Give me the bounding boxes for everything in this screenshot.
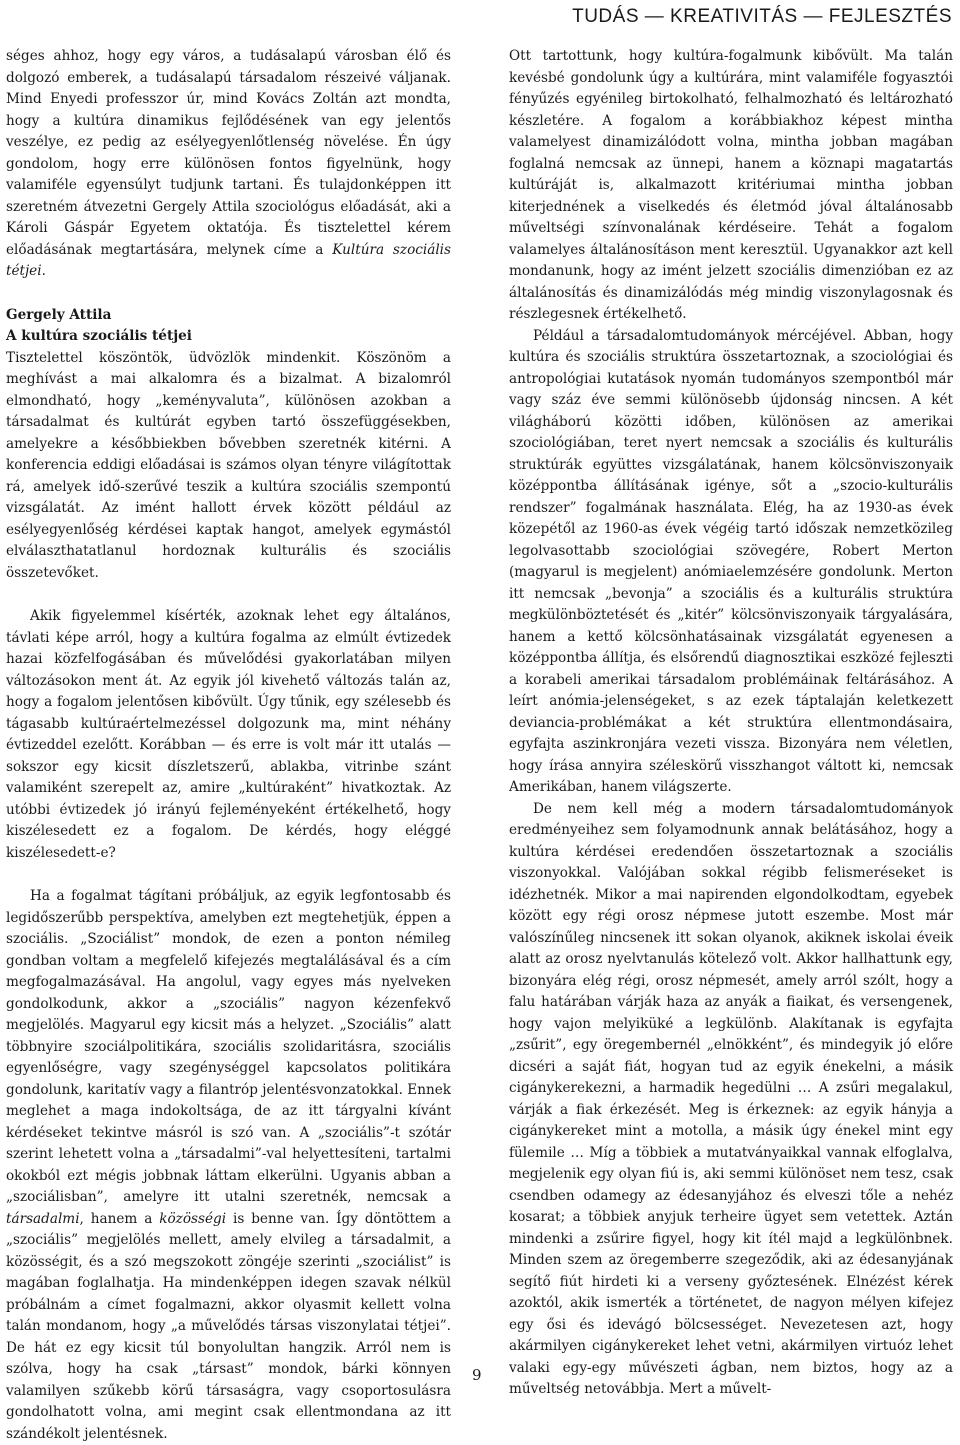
body-paragraph-3 [6, 886, 451, 1445]
running-header: TUDÁS — KREATIVITÁS — FEJLESZTÉS [572, 6, 952, 27]
body-paragraph-2: Akik figyelemmel kísérték, azoknak lehet egy általános, távlati képe arról, hogy a kultúra fogalma az elmúlt évtizedek hazai közfelfogásában és művelődési gyakorlatában milyen változásokon ment át. Az egyik jól kivehető változás talán az, hogy a fogalom jelentősen kibővült. Úgy tűnik, egy szélesebb és tágasabb kultúraértelmezéssel dolgozunk ma, mint néhány évtizeddel ezelőtt. Korábban — és erre is volt már itt utalás — sokszor egy kicsit díszletszerű, ablakba, vitrinbe szánt valamiként szerepelt az, amire „kultúraként” hivatkoztak. Az utóbbi évtizedek jó irányú fejleményeként értékelhető, hogy kiszélesedett ez a fogalom. De kérdés, hogy eléggé kiszélesedett-e? [6, 608, 451, 861]
body-paragraph-3-part-c: is benne van. Így döntöttem a „szociális” megjelölés mellett, amely elvileg a társadalmit, a közösségit, és a szó megszokott zöngéje szerinti „szociálist” is magában foglalhatja. Ha mindenképpen idegen szavak nélkül próbálnám a címet fogalmazni, akkor olyasmit kellett volna talán mondanom, hogy „a művelődés társas viszonylatai tétjei”. De hát ez egy kicsit túl bonyolultan hangzik. Arról nem is szólva, hogy ha csak „társast” mondok, bárki könnyen valamilyen szűkebb körű társaságra, vagy csoportosulásra gondolhatott volna, ami megint csak ellentmondana az itt szándékolt jelentésnek. [6, 1210, 451, 1442]
intro-lecture-title: Kultúra szociális tétjei [6, 241, 451, 279]
body-paragraph-4: Ott tartottunk, hogy kultúra-fogalmunk kibővült. Ma talán kevésbé gondolunk úgy a kultúrára, mint valamiféle fogyasztói fényűzés egyénileg birtokolható, felhalmozható és leltározható készletére. A fogalom a korábbiakhoz képest mintha valamelyest dinamizálódott volna, mintha jobban magában foglalná nemcsak az ünnepi, hanem a köznapi magatartás kultúráját is, alkalmazott kritériumai mintha jobban kiterjednének a viselkedés és életmód jóval általánosabb műveltségi színvonalának kérdéseire. Tehát a fogalom valamelyes általánosításon ment keresztül. Ugyanakkor azt kell mondanunk, hogy az imént jelzett szociális dimenzióban ez az általánosítás és dinamizálódás még mindig viszonylagosnak és részlegesnek értékelhető. [509, 48, 953, 322]
body-paragraph-3-part-b: , hanem a [79, 1210, 160, 1227]
lecture-title: A kultúra szociális tétjei [6, 328, 192, 344]
intro-paragraph [6, 46, 451, 283]
body-paragraph-1: Tisztelettel köszöntök, üdvözlök mindenkit. Köszönöm a meghívást a mai alkalomra és a bizalmat. A bizalomról elmondható, hogy „keményvaluta”, különösen azokban a társadalmat és kultúrát egyben tartó összefüggésekben, amelyekre a későbbiekben bővebben szeretnék kitérni. A konferencia eddigi előadásai is számos olyan tényre világítottak rá, amelyek idő-szerűvé teszik a kultúra szociális szempontú vizsgálatát. Az imént hallott érvek között például az esélyegyenlőség kérdései kaptak hangot, amelyek egymástól elválaszthatatlanul hordoznak kulturális és szociális összetevőket. [6, 349, 451, 581]
page-number: 9 [472, 1366, 482, 1384]
body-paragraph-5: Például a társadalomtudományok mércéjével. Abban, hogy kultúra és szociális struktúra összetartoznak, a szociológiai és antropológiai kutatások nyomán tudományos szempontból már vagy száz éve semmi különösebb újdonság nincsen. A két világháború közötti időben, különösen az amerikai szociológiában, teret nyert nemcsak a szociális és kulturális struktúrák együttes vizsgálatának, hanem kölcsönviszonyaik középpontba állításának igénye, sőt a „szocio-kulturális rendszer” fogalmának használata. Elég, ha az 1930-as évek közepétől az 1960-as évek végéig tartó időszak nemzetközileg legolvasottabb szociológiai szövegére, Robert Merton (magyarul is megjelent) anómiaelemzésére gondolunk. Merton itt nemcsak „bevonja” a szociális és a kulturális struktúra megkülönböztetését és „kitér” kölcsönviszonyaik tárgyalására, hanem a kettő kölcsönhatásainak vizsgálatát egyenesen a középpontba állítja, és elsőrendű diagnosztikai eszközé fejleszti a korabeli amerikai társadalom problémáinak feltárásához. A leírt anómia-jelenségeket, s az ezek táptalaján keletkezett devianciа-problémákat a két struktúra ellentmondásaira, egyfajta aszinkronjára vezeti vissza. Bizonyára nem véletlen, hogy írása annyira széleskörű visszhangot váltott ki, nemcsak Amerikában, hanem világszerte. [509, 327, 953, 795]
body-paragraph-3-part-a: Ha a fogalmat tágítani próbáljuk, az egyik legfontosabb és legidőszerűbb perspektíva, amelyben ezt megtehetjük, éppen a szociális. „Szociálist” mondok, de ezen a ponton némileg gondban voltam a megfelelő kifejezés megtalálásával és a cím megfogalmazásával. Ha angolul, vagy egyes más nyelveken gondolkodunk, akkor a „szociális” nagyon kézenfekvő megjelölés. Magyarul egy kicsit más a helyzet. „Szociális” alatt többnyire szociálpolitikára, szociális szolidaritásra, szociális egyenlőségre, vagy szegénységgel kapcsolatos politikára gondolunk, karitatív vagy a filantróp jelentésvonzatokkal. Ennek meglehet a maga indokoltsága, de az itt tárgyalni kívánt kérdéseket tekintve másról is szó van. A „szociális”-t szótár szerint lehetett volna a „társadalmi”-val helyettesíteni, tartalmi okokból ezt mégis jobbnak láttam elkerülni. Ugyanis abban a „szociálisban”, amelyre itt utalni szeretnék, nemcsak a [6, 888, 451, 1205]
emphasis-tarsadalmi: társadalmi [6, 1210, 80, 1227]
emphasis-kozossegi: közösségi [159, 1210, 227, 1227]
author-name: Gergely Attila [6, 306, 112, 323]
intro-text: séges ahhoz, hogy egy város, a tudásalapú városban élő és dolgozó emberek, a tudásalapú társadalom részeivé váljanak. Mind Enyedi professzor úr, mind Kovács Zoltán azt mondta, hogy a kultúra dinamikus fejlődésének van egy jelentős veszélye, ez pedig az esélyegyenlőtlenség növelése. Én úgy gondolom, hogy erre különösen fontos figyelnünk, hogy valamiféle egyensúlyt tudjunk tartani. És tulajdonképpen itt szeretném átvezetni Gergely Attila szociológus előadását, aki a Károli Gáspár Egyetem oktatója. És tisztelettel kérem előadásának megtartására, melynek címe a [6, 48, 451, 258]
left-column [6, 46, 451, 1445]
intro-end: . [41, 263, 46, 279]
right-column [509, 46, 953, 1401]
body-paragraph-6: De nem kell még a modern társadalomtudományok eredményeihez sem folyamodnunk annak belátásához, hogy a kultúra kérdései eredendően összetartoznak a szociális viszonyokkal. Valójában sokkal régibb felismeréseket is idézhetnék. Mikor a mai napirenden elgondolkodtam, egyebek között egy régi orosz népmese jutott eszembe. Most már valószínűleg nincsenek itt sokan olyanok, akiknek iskolai éveik alatt az orosz nyelvtanulás kötelező volt. Akkor hallhattunk egy, bizonyára elég régi, orosz népmesét, amely arról szólt, hogy a falu határában várják haza az anyák a fiaikat, és versengenek, hogy vajon melyiküké a legkülönb. Alakítanak is egyfajta „zsűrit”, egy öregembernél „elnökként”, és mindegyik jó előre dicséri a saját fiát, hogyan tud az egyik énekelni, a másik cigánykerekezni, a harmadik hegedülni … A zsűri megalakul, várják a fiak érkezését. Meg is érkeznek: az egyik hányja a cigánykereket mint a motolla, a másik úgy énekel mint egy fülemile … Míg a többiek a mutatványaikkal vannak elfoglalva, megjelenik egy olyan fiú is, aki semmi különöset nem tesz, csak csendben odamegy az édesanyjához és elveszi tőle a nehéz kosarat; a többiek anyjuk terheire ügyet sem vetettek. Aztán mindenki a zsűrire figyel, hogy kit ítél majd a legkülönbnek. Minden szem az öregemberre szegeződik, aki az édesanyjának segítő fiút hirdeti ki a verseny győztesének. Elnézést kérek azoktól, akik ismerték a történetet, de nagyon mélyen kifejez egy ősi és idevágó bölcsességet. Nevezetesen azt, hogy akármilyen cigánykereket lehet vetni, akármilyen virtuóz lehet valaki egy-egy művészeti ágban, nem biztos, hogy az a műveltség netovábbja. Mert a művelt- [509, 800, 953, 1397]
